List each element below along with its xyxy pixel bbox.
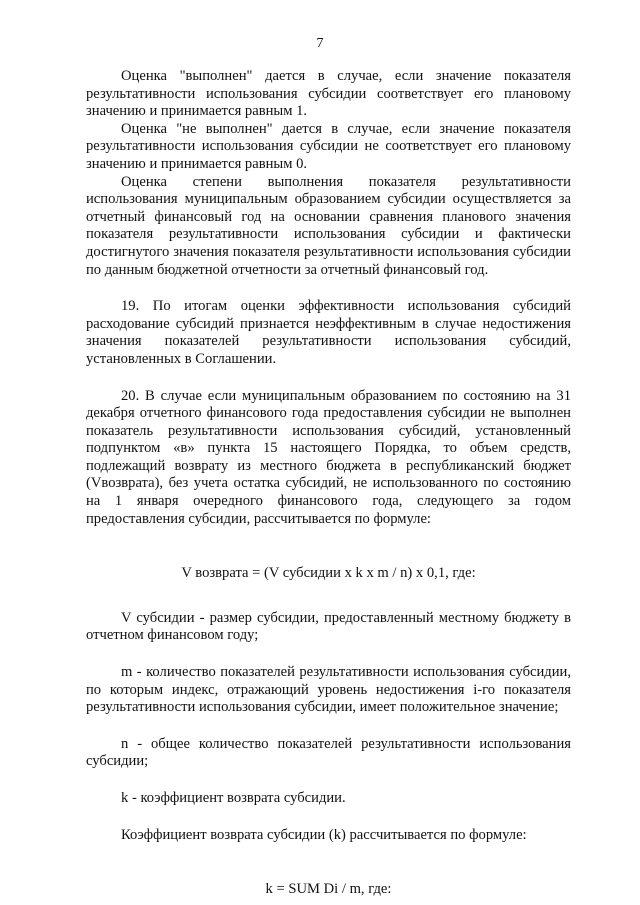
formula-refund-volume: V возврата = (V субсидии x k x m / n) x 0,1, где:: [181, 565, 476, 582]
definition-m: m - количество показателей результативности использования субсидии, по которым индекс, отражающий уровень недостижения i-го показателя результативности использования субсидии, имеет положительное значение;: [86, 664, 571, 716]
definition-k: k - коэффициент возврата субсидии.: [121, 790, 346, 806]
paragraph-assessment-method: Оценка степени выполнения показателя результативности использования муниципальным образованием субсидии осуществляется за отчетный финансовый год на основании сравнения планового значения показателя результативности использования субсидии и фактически достигнутого значения показателя результативности использования субсидии по данным бюджетной отчетности за отчетный финансовый год.: [86, 173, 571, 278]
paragraph-assessment-not-fulfilled: Оценка "не выполнен" дается в случае, если значение показателя результативности использования субсидии не соответствует его плановому значению и принимается равным 0.: [86, 120, 571, 172]
definition-n: n - общее количество показателей результативности использования субсидии;: [86, 735, 571, 770]
paragraph-item-19: 19. По итогам оценки эффективности использования субсидий расходование субсидий признается неэффективным в случае недостижения значения показателей результативности использования субсидий, установленных в Соглашении.: [86, 298, 571, 367]
paragraph-item-20: 20. В случае если муниципальным образованием по состоянию на 31 декабря отчетного финансового года предоставления субсидии не выполнен показатель результативности использования субсидий, установленный подпунктом «в» пункта 15 настоящего Порядка, то объем средств, подлежащий возврату из местного бюджета в республиканский бюджет (Vвозврата), без учета остатка субсидий, не использованного по состоянию на 1 января очередного финансового года, следующего за годом предоставления субсидии, рассчитывается по формуле:: [86, 387, 571, 527]
formula-k: k = SUM Di / m, где:: [265, 881, 392, 898]
page-number: 7: [316, 36, 324, 51]
paragraph-k-intro: Коэффициент возврата субсидии (k) рассчитывается по формуле:: [121, 826, 527, 843]
definition-v-subsidy: V субсидии - размер субсидии, предоставленный местному бюджету в отчетном финансовом году;: [86, 609, 571, 644]
paragraph-assessment-fulfilled: Оценка "выполнен" дается в случае, если значение показателя результативности использования субсидии соответствует его плановому значению и принимается равным 1.: [86, 68, 571, 120]
document-body: [86, 68, 571, 899]
